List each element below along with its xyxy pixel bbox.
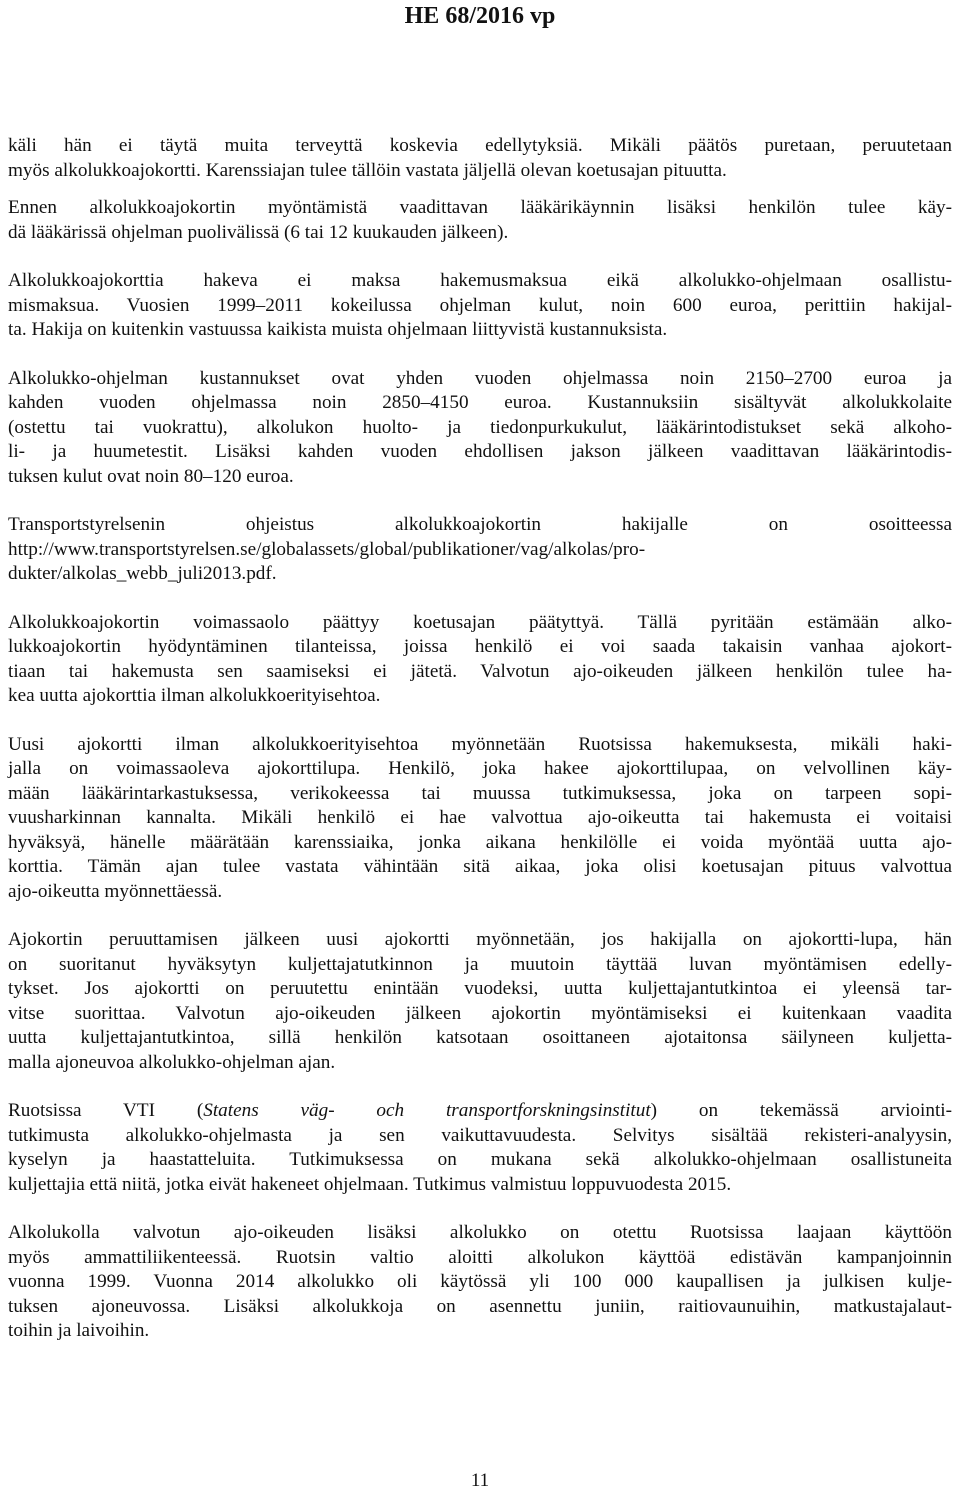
text-line	[8, 1099, 952, 1124]
text-line: Alkolukkoajokorttia hakeva ei maksa hakemusmaksua eikä alkolukko-ohjelmaan osallistu-	[8, 270, 952, 291]
text-line: tutkimusta alkolukko-ohjelmasta ja sen vaikuttavuudesta. Selvitys sisältää rekisteri-analyysin,	[8, 1124, 952, 1146]
paragraph-10	[8, 1221, 952, 1344]
paragraph-7	[8, 733, 952, 905]
paragraph-6	[8, 611, 952, 709]
paragraph-4	[8, 367, 952, 490]
institute-name: Statens väg- och transportforskningsinstitut	[203, 1100, 651, 1121]
text-line: korttia. Tämän ajan tulee vastata vähintään sitä aikaa, joka olisi koetusajan pituus valvottua	[8, 856, 952, 877]
text-line: tiaan tai hakemusta sen saamiseksi ei jätetä. Valvotun ajo-oikeuden jälkeen henkilön tulee ha-	[8, 660, 952, 682]
document-body	[8, 134, 952, 1368]
text-line: ta. Hakija on kuitenkin vastuussa kaikista muista ohjelmaan liittyvistä kustannuksista.	[8, 319, 668, 340]
text-line: myös alkolukkoajokortti. Karenssiajan tulee tällöin vastata jäljellä olevan koetusajan pituutta.	[8, 159, 727, 181]
paragraph-8	[8, 928, 952, 1075]
text-line: tuksen kulut ovat noin 80–120 euroa.	[8, 465, 294, 487]
text-line: Alkolukolla valvotun ajo-oikeuden lisäksi alkolukko on otettu Ruotsissa laajaan käyttöön	[8, 1222, 952, 1243]
text-line: Ennen alkolukkoajokortin myöntämistä vaadittavan lääkärikäynnin lisäksi henkilön tulee käy-	[8, 197, 952, 218]
paragraph-9	[8, 1099, 952, 1197]
url-line: dukter/alkolas_webb_juli2013.pdf.	[8, 563, 277, 584]
text-line: käli hän ei täytä muita terveyttä koskevia edellytyksiä. Mikäli päätös puretaan, peruutetaan	[8, 135, 952, 156]
text-line: kyselyn ja haastatteluita. Tutkimuksessa on mukana sekä alkolukko-ohjelmaan osallistuneita	[8, 1149, 952, 1170]
document-header: HE 68/2016 vp	[404, 3, 556, 29]
text-segment: Ruotsissa VTI (	[8, 1100, 204, 1121]
paragraph-3	[8, 269, 952, 343]
text-line: on suoritanut hyväksytyn kuljettajatutkinnon ja muutoin täyttää luvan myöntämisen edelly-	[8, 953, 952, 975]
text-line: malla ajoneuvoa alkolukko-ohjelman ajan.	[8, 1051, 336, 1073]
page-number: 11	[470, 1470, 490, 1491]
text-line: hyväksyä, hänelle määrätään karenssiaika, jonka aikana henkilölle ei voida myöntää uutta ajo-	[8, 831, 952, 853]
paragraph-1	[8, 134, 952, 183]
text-line: toihin ja laivoihin.	[8, 1320, 150, 1341]
text-line: kuljettajia että niitä, jotka eivät hakeneet ohjelmaan. Tutkimus valmistuu loppuvuodesta 2015.	[8, 1173, 732, 1195]
text-segment: ) on tekemässä arviointi-	[650, 1100, 952, 1121]
url-line: http://www.transportstyrelsen.se/globalassets/global/publikationer/vag/alkolas/pro-	[8, 538, 646, 560]
text-line: ajo-oikeutta myönnettäessä.	[8, 880, 223, 902]
text-line: (ostettu tai vuokrattu), alkolukon huolto- ja tiedonpurkukulut, lääkärintodistukset sekä alkoho-	[8, 416, 952, 438]
text-line: Ajokortin peruuttamisen jälkeen uusi ajokortti myönnetään, jos hakijalla on ajokortti-lupa, hän	[8, 929, 952, 950]
text-line: tykset. Jos ajokortti on peruutettu enintään vuodeksi, uutta kuljettajantutkintoa ei yleensä tar-	[8, 978, 952, 999]
text-line: dä lääkärissä ohjelman puolivälissä (6 tai 12 kuukauden jälkeen).	[8, 221, 509, 243]
text-line: vuusharkinnan kannalta. Mikäli henkilö ei hae valvottua ajo-oikeutta tai hakemusta ei voitaisi	[8, 807, 952, 828]
text-line: li- ja huumetestit. Lisäksi kahden vuoden ehdollisen jakson jälkeen vaadittavan lääkärintodis-	[8, 441, 952, 462]
paragraph-5	[8, 513, 952, 587]
text-line: jalla on voimassaoleva ajokorttilupa. Henkilö, joka hakee ajokorttilupaa, on velvollinen käy-	[8, 758, 952, 779]
text-line: vitse suorittaa. Valvotun ajo-oikeuden jälkeen ajokortin myöntämiseksi ei kuitenkaan vaadita	[8, 1002, 952, 1024]
text-line: lukkoajokortin hyödyntäminen tilanteissa, joissa henkilö ei voi saada takaisin vanhaa ajokort-	[8, 636, 952, 657]
text-line: uutta kuljettajantutkintoa, sillä henkilön katsotaan osoittaneen ajotaitonsa säilyneen kuljetta-	[8, 1027, 952, 1048]
text-line: Alkolukko-ohjelman kustannukset ovat yhden vuoden ohjelmassa noin 2150–2700 euroa ja	[8, 367, 952, 389]
text-line: tuksen ajoneuvossa. Lisäksi alkolukkoja on asennettu juniin, raitiovaunuihin, matkustajalaut-	[8, 1295, 952, 1317]
text-line: kea uutta ajokorttia ilman alkolukkoerityisehtoa.	[8, 685, 381, 706]
text-line: vuonna 1999. Vuonna 2014 alkolukko oli käytössä yli 100 000 kaupallisen ja julkisen kulje-	[8, 1271, 952, 1292]
text-line: Alkolukkoajokortin voimassaolo päättyy koetusajan päätyttyä. Tällä pyritään estämään alko-	[8, 611, 952, 633]
paragraph-2	[8, 196, 952, 245]
text-line: Transportstyrelsenin ohjeistus alkolukkoajokortin hakijalle on osoitteessa	[8, 514, 952, 535]
text-line: Uusi ajokortti ilman alkolukkoerityisehtoa myönnetään Ruotsissa hakemuksesta, mikäli haki-	[8, 733, 952, 755]
text-line: mismaksua. Vuosien 1999–2011 kokeilussa ohjelman kulut, noin 600 euroa, perittiin hakijal-	[8, 294, 952, 316]
text-line: kahden vuoden ohjelmassa noin 2850–4150 euroa. Kustannuksiin sisältyvät alkolukkolaite	[8, 392, 952, 413]
text-line: mään lääkärintarkastuksessa, verikokeessa tai muussa tutkimuksessa, joka on tarpeen sopi-	[8, 782, 952, 804]
text-line: myös ammattiliikenteessä. Ruotsin valtio aloitti alkolukon käyttöä edistävän kampanjoinnin	[8, 1246, 952, 1268]
